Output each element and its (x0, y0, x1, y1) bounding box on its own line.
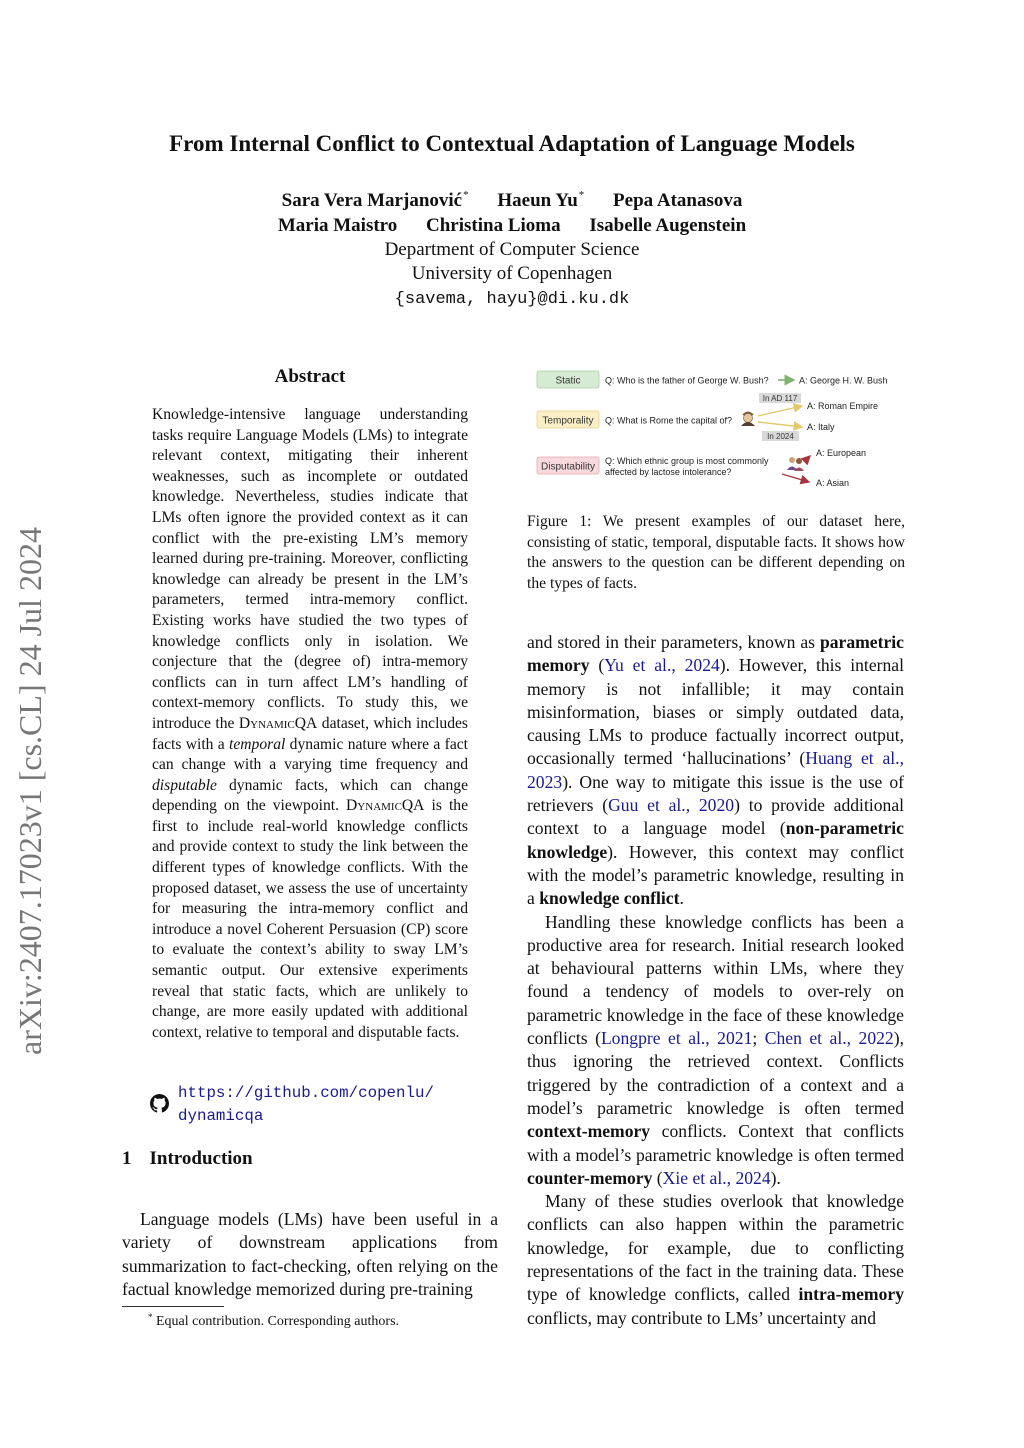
author-name: Maria Maistro (277, 215, 398, 236)
affiliation-univ: University of Copenhagen (411, 263, 613, 284)
citation-link[interactable]: Xie et al., 2024 (662, 1167, 771, 1188)
paragraph: Many of these studies overlook that knowledge conflicts can also happen within the parametric knowledge, for example, due to conflicting representations of the fact in the training data. These type of knowledge conflicts, called intra-memory conflicts, may contribute to LMs’ uncertainty and (527, 1191, 904, 1328)
introduction-text: Language models (LMs) have been useful in a variety of downstream applications from summarization to fact-checking, often relying on the factual knowledge memorized during pre-training (122, 1209, 498, 1299)
static-label: Static (555, 375, 581, 387)
citation-link[interactable]: Huang et al., 2023 (527, 748, 904, 792)
abstract-text: Knowledge-intensive language understanding tasks require Language Models (LMs) to integrate relevant context, mitigating their inherent weaknesses, such as incomplete or outdated knowledge. Nevertheless, studies indicate that LMs often ignore the provided context as it can conflict with the pre-existing LM’s memory learned during pre-training. Moreover, conflicting knowledge can already be present in the LM’s parameters, termed intra-memory conflict. Existing works have studied the two types of knowledge conflicts only in isolation. We conjecture that the (degree of) intra-memory conflicts can in turn affect LM’s handling of context-memory conflicts. To study this, we introduce the DynamicQA dataset, which includes facts with a temporal dynamic nature where a fact can change with a varying time frequency and disputable dynamic facts, which can change depending on the viewpoint. DynamicQA is the first to include real-world knowledge conflicts and provide context to study the link between the different types of knowledge conflicts. With the proposed dataset, we assess the use of uncertainty for measuring the intra-memory conflict and introduce a novel Coherent Persuasion (CP) score to evaluate the context’s ability to sway LM’s semantic output. Our extensive experiments reveal that static facts, which are unlikely to change, are more easily updated with additional context, relative to temporal and disputable facts. (152, 406, 468, 1041)
paragraph: Handling these knowledge conflicts has been a productive area for research. Initial research looked at behavioural patterns within LMs, where they found a tendency of models to over-rely on parametric knowledge in the face of these knowledge conflicts (Longpre et al., 2021; Chen et al., 2022), thus ignoring the retrieved context. Conflicts triggered by the contradiction of a context and a model’s parametric knowledge is often termed context-memory conflicts. Context that conflicts with a model’s parametric knowledge is often termed counter-memory (Xie et al., 2024). (527, 911, 904, 1188)
disputable-question-line-1: Q: Which ethnic group is most commonly (605, 456, 769, 466)
static-answer: A: George H. W. Bush (799, 375, 888, 386)
citation-link[interactable]: Chen et al., 2022 (764, 1028, 894, 1049)
temporal-tag-1-text: In AD 117 (762, 394, 798, 403)
citation-link[interactable]: Longpre et al., 2021 (600, 1028, 753, 1049)
arxiv-sidebar: arXiv:2407.17023v1 [cs.CL] 24 Jul 2024 (12, 527, 48, 1055)
footnote-rule (122, 1306, 224, 1307)
dataset-name: DynamicQA (346, 797, 425, 815)
disputable-label: Disputability (541, 461, 595, 473)
author-name: Pepa Atanasova (613, 190, 743, 211)
citation-link[interactable]: Guu et al., 2020 (608, 795, 735, 816)
author-row-2 (0, 215, 1024, 237)
author-row-1 (0, 189, 1024, 212)
group-people-icon (787, 457, 804, 471)
citation-link[interactable]: Yu et al., 2024 (604, 655, 720, 676)
temporal-question: Q: What is Rome the capital of? (605, 415, 733, 426)
github-icon (150, 1094, 169, 1113)
abstract-heading: Abstract (274, 366, 346, 387)
author-name: Haeun Yu* (497, 189, 585, 211)
figure-1-caption: Figure 1: We present examples of our dataset here, consisting of static, temporal, disputable facts. It shows how the answers to the question can be different depending on the types of facts. (527, 513, 905, 592)
temporal-label: Temporality (542, 415, 594, 427)
author-name: Christina Lioma (426, 215, 561, 236)
roman-person-icon (741, 413, 755, 427)
author-name: Sara Vera Marjanović* (281, 189, 469, 211)
paragraph: and stored in their parameters, known as parametric memory (Yu et al., 2024). However, this internal memory is not infallible; it may contain misinformation, biases or simply outdated data, causing LMs to produce factually incorrect output, occasionally termed ‘hallucinations’ (Huang et al., 2023). One way to mitigate this issue is the use of retrievers (Guu et al., 2020) to provide additional context to a language model (non-parametric knowledge). However, this context may conflict with the model’s parametric knowledge, resulting in a knowledge conflict. (527, 632, 905, 909)
disputable-answer-2: A: Asian (816, 478, 850, 488)
github-url-line-2: dynamicqa (178, 1107, 264, 1125)
static-question: Q: Who is the father of George W. Bush? (605, 375, 769, 386)
disputable-arrow-2 (782, 474, 809, 482)
github-url-line-1: https://github.com/copenlu/ (178, 1084, 434, 1102)
disputable-answer-1: A: European (816, 448, 867, 458)
affiliation-dept: Department of Computer Science (384, 239, 640, 260)
temporal-answer-1: A: Roman Empire (807, 401, 879, 411)
temporal-answer-2: A: Italy (807, 422, 835, 432)
paper-title: From Internal Conflict to Contextual Adaptation of Language Models (169, 131, 855, 156)
dataset-name: DynamicQA (238, 714, 318, 732)
footnote: * Equal contribution. Corresponding authors. (148, 1312, 400, 1329)
disputable-arrow-1 (804, 456, 810, 462)
author-name: Isabelle Augenstein (589, 215, 747, 236)
author-email: {savema, hayu}@di.ku.dk (394, 290, 630, 309)
right-column-text (527, 631, 904, 1330)
figure-1-diagram (526, 364, 906, 500)
temporal-tag-2-text: In 2024 (767, 432, 794, 441)
section-heading-introduction: 1 Introduction (122, 1148, 253, 1169)
temporal-arrow-2 (758, 422, 802, 427)
temporal-arrow-1 (758, 406, 802, 416)
disputable-question-line-2: affected by lactose intolerance? (605, 467, 732, 477)
